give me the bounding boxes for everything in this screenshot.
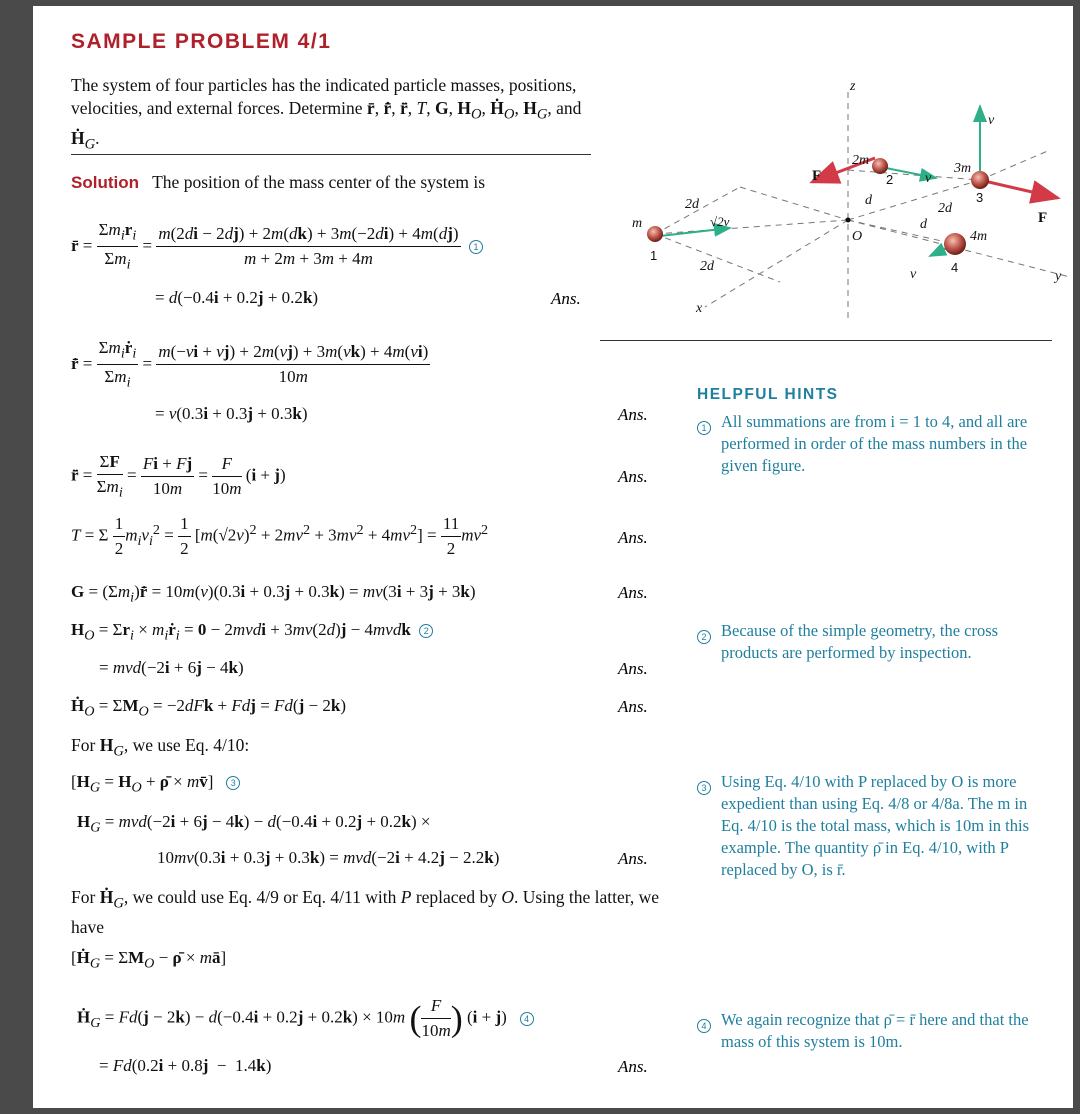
velocity-label: v	[910, 267, 917, 282]
particle-number: 1	[650, 248, 658, 263]
dim-label: d	[920, 217, 927, 232]
particle-3	[971, 171, 989, 189]
eq-hgdot: Ḣ$_G$ = Fd(j − 2k) − d(−0.4i + 0.2j + 0.2k) × 10m ( $\frac{F}{10m}$ ) (i + j) 4	[77, 996, 534, 1041]
eq-kinetic-energy: T = Σ $\frac{1}{2}$ $m_iv_i^2$ = $\frac{1}{2}$ $[m(√2v)^2 + 2mv^2 + 3mv^2 + 4mv^2]$ = $\frac{11}{2}$ $mv^2$	[71, 514, 489, 558]
ans-label: Ans.	[618, 659, 648, 678]
ans-label: Ans.	[618, 697, 648, 716]
hint-4	[697, 1009, 1053, 1053]
eq-rddot: r̄̈ = $\frac{\Sigma F}{\Sigma m_i}$ = $\frac{Fi + Fj}{10m}$ = $\frac{F}{10m}$ (i + j)	[71, 452, 286, 501]
dim-label: 2d	[938, 201, 952, 216]
solution-text: The position of the mass center of the system is	[152, 172, 486, 192]
eq-rdot: r̄̇ = $\frac{\Sigma m_iṙ_i}{\Sigma m_i}$ = $\frac{m(-vi + vj) + 2m(vj) + 3m(vk) + 4m(vi)}{10m}$	[71, 338, 429, 391]
particle-1	[647, 226, 663, 242]
eq-ho-dot: Ḣ$_O$ = $\Sigma M_O = -2dFk$ + Fdj = Fd(j − 2k)	[71, 696, 346, 720]
problem-statement: The system of four particles has the indicated particle masses, positions, velocities, and external forces. Determine r̄, r̄̇, r̄̈, T, G, $H_O$, Ḣ$_O$, $H_G$, and Ḣ$_G$.	[71, 75, 582, 152]
force-label: F	[812, 168, 822, 184]
page-title: SAMPLE PROBLEM 4/1	[71, 30, 332, 53]
hint-text: Using Eq. 4/10 with P replaced by O is more expedient than using Eq. 4/8 or 4/8a. The m in Eq. 4/10 is the total mass, which is 10m in this example. The quantity ρ̄ in Eq. 4/10, with P replaced by O, is r̄.	[721, 772, 1029, 879]
axis-z-label: z	[850, 79, 856, 94]
hint-3	[697, 771, 1053, 881]
solution-label: Solution	[71, 173, 139, 192]
divider	[71, 154, 591, 155]
velocity-label: √2v	[710, 214, 730, 229]
mass-2-label: 2m	[852, 153, 870, 168]
origin-point	[846, 218, 851, 223]
force-label: F	[1038, 210, 1048, 226]
hint-2	[697, 620, 1053, 664]
eq-hgdot-result: = Fd(0.2i + 0.8j − 1.4k)	[99, 1056, 272, 1075]
x-axis	[705, 220, 848, 307]
ans-label: Ans.	[618, 583, 648, 602]
eq-hg: $H_G = mvd(-2i + 6j - 4k) - d(-0.4i + 0.2j + 0.2k)$ ×	[77, 812, 431, 836]
eq-angular-momentum-o: $H_O = \Sigma r_i$ × $m_iṙ_i = 0$ − 2mvdi + 3mv(2d)j − 4mvdk 2	[71, 620, 433, 644]
force-arrow-3	[980, 180, 1058, 198]
ans-label: Ans.	[618, 528, 648, 547]
origin-label: O	[852, 229, 863, 244]
mass-1-label: m	[632, 216, 643, 231]
dim-label: d	[865, 193, 872, 208]
axis-y-label: y	[1055, 269, 1062, 284]
hint-number: 4	[697, 1019, 711, 1033]
particle-number: 2	[886, 172, 894, 187]
eq-rbar-result: = d(−0.4i + 0.2j + 0.2k)	[155, 288, 319, 307]
eq-hgdot-formula: [Ḣ$_G$ = $\Sigma M_O$ − ρ̄ × mā]	[71, 948, 227, 972]
eq-hg-formula: [$H_G = H_O$ + ρ̄ × mv̄] 3	[71, 772, 240, 796]
ans-label: Ans.	[618, 467, 648, 486]
mass-3-label: 3m	[954, 161, 972, 176]
mass-4-label: 4m	[970, 229, 988, 244]
particle-system-figure	[600, 72, 1070, 322]
divider	[600, 340, 1052, 341]
ans-label: Ans.	[618, 405, 648, 424]
velocity-arrow-1	[660, 228, 730, 236]
hint-text: All summations are from i = 1 to 4, and all are performed in order of the mass numbers in the given figure.	[721, 412, 1028, 475]
hint-number: 1	[697, 421, 711, 435]
dim-label: 2d	[700, 259, 714, 274]
particle-number: 3	[976, 190, 984, 205]
axis-x-label: x	[696, 301, 703, 316]
page	[33, 6, 1073, 1108]
hint-text: We again recognize that ρ̄ = r̄ here and that the mass of this system is 10m.	[721, 1010, 1029, 1051]
eq-rbar: r̄ = $\frac{\Sigma m_ir_i}{\Sigma m_i}$ = $\frac{m(2di - 2dj) + 2m(dk) + 3m(-2di) + 4m(dj)}{m + 2m + 3m + 4m}$ 1	[71, 220, 483, 274]
hint-number: 3	[697, 781, 711, 795]
hint-text: Because of the simple geometry, the cross products are performed by inspection.	[721, 621, 999, 662]
particle-number: 4	[951, 260, 959, 275]
hgdot-intro: For Ḣ$_G$, we could use Eq. 4/9 or Eq. 4/11 with P replaced by O. Using the latter, we have	[71, 887, 660, 937]
particle-4	[944, 233, 966, 255]
velocity-label: v	[925, 171, 932, 186]
velocity-label: v	[988, 113, 995, 128]
eq-hg-result: 10mv(0.3i + 0.3j + 0.3k) = mvd(−2i + 4.2j − 2.2k)	[157, 848, 500, 867]
eq-linear-momentum: $G = (\Sigma m_i)r̄̇ = 10m(v)(0.3i + 0.3j + 0.3k) = mv(3i + 3j + 3k)$	[71, 582, 476, 606]
hint-1	[697, 411, 1053, 477]
hg-intro: For $H_G$, we use Eq. 4/10:	[71, 735, 250, 760]
eq-ho-result: = mvd(−2i + 6j − 4k)	[99, 658, 244, 677]
ans-label: Ans.	[618, 849, 648, 868]
ans-label: Ans.	[618, 1057, 648, 1076]
ans-label: Ans.	[551, 289, 581, 308]
dim-label: 2d	[685, 197, 699, 212]
eq-rdot-result: = v(0.3i + 0.3j + 0.3k)	[155, 404, 308, 423]
hint-number: 2	[697, 630, 711, 644]
helpful-hints-heading: HELPFUL HINTS	[697, 386, 839, 403]
